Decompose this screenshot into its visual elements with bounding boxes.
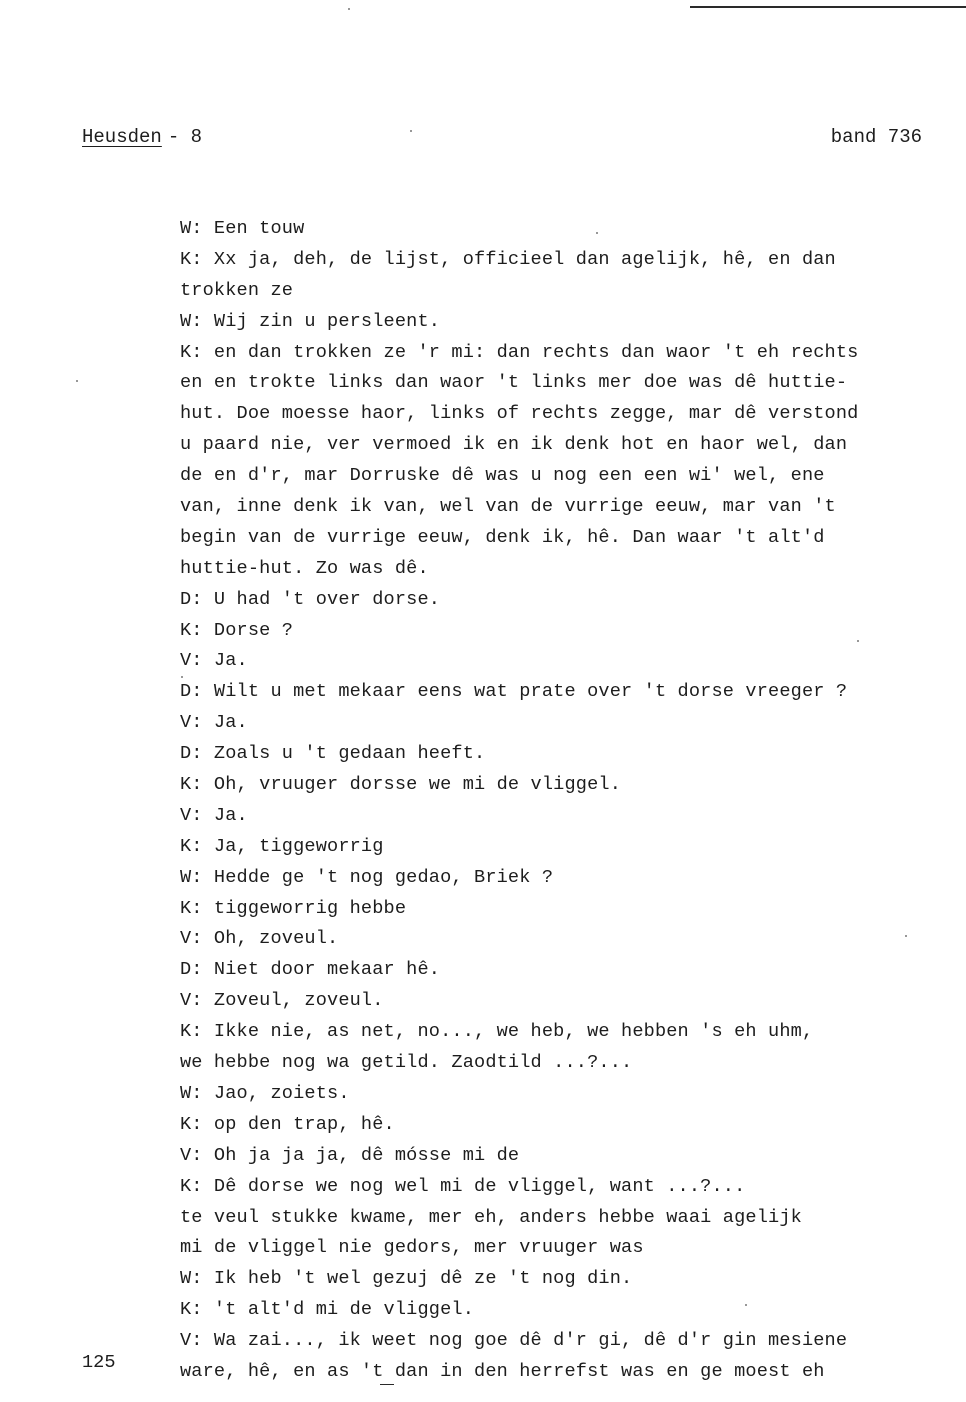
transcript-line: trokken ze [180, 279, 294, 301]
transcript-line: V: Ja. [180, 804, 248, 826]
scan-speck [181, 676, 183, 678]
transcript-line: K: Ikke nie, as net, no..., we heb, we hebben 's eh uhm, [180, 1021, 814, 1043]
transcript-line: de en d'r, mar Dorruske dê was u nog een een wi' wel, ene [180, 465, 825, 487]
scan-speck [348, 8, 350, 10]
transcript-line: D: Zoals u 't gedaan heeft. [180, 743, 486, 765]
transcript-line: W: Hedde ge 't nog gedao, Briek ? [180, 866, 554, 888]
transcript-line: V: Oh ja ja ja, dê mósse mi de [180, 1144, 520, 1166]
transcript-line: we hebbe nog wa getild. Zaodtild ...?... [180, 1052, 633, 1074]
header-band: band 736 [830, 126, 922, 148]
transcript-line: K: Oh, vruuger dorsse we mi de vliggel. [180, 774, 622, 796]
transcript-line: D: U had 't over dorse. [180, 588, 441, 610]
header-page-number: - 8 [167, 126, 203, 148]
page-header [82, 124, 922, 150]
transcript-line: begin van de vurrige eeuw, denk ik, hê. Dan waar 't alt'd [180, 526, 825, 548]
transcript-line: V: Ja. [180, 712, 248, 734]
transcript-line: en en trokte links dan waor 't links mer doe was dê huttie- [180, 372, 848, 394]
transcript-line: K: tiggeworrig hebbe [180, 897, 407, 919]
transcript-line: D: Wilt u met mekaar eens wat prate over 't dorse vreeger ? [180, 681, 848, 703]
transcript-line: K: Ja, tiggeworrig [180, 835, 384, 857]
transcript-line: te veul stukke kwame, mer eh, anders hebbe waai agelijk [180, 1206, 802, 1228]
transcript-line: K: 't alt'd mi de vliggel. [180, 1299, 475, 1321]
bottom-dash [380, 1384, 394, 1385]
transcript-line: K: op den trap, hê. [180, 1113, 395, 1135]
transcript-line: K: Dorse ? [180, 619, 294, 641]
scan-speck [596, 232, 598, 234]
transcript-line: W: Een touw [180, 218, 305, 239]
transcript-line: V: Oh, zoveul. [180, 928, 339, 950]
scan-speck [905, 935, 907, 937]
transcript-line: K: Dê dorse we nog wel mi de vliggel, want ...?... [180, 1175, 746, 1197]
transcript-line: D: Niet door mekaar hê. [180, 959, 441, 981]
transcript-line: huttie-hut. Zo was dê. [180, 557, 429, 579]
transcript [180, 214, 940, 1388]
transcript-line: ware, hê, en as 't dan in den herrefst was en ge moest eh [180, 1360, 825, 1382]
scan-speck [410, 130, 412, 132]
page-number: 125 [82, 1352, 116, 1373]
transcript-line: mi de vliggel nie gedors, mer vruuger was [180, 1237, 644, 1259]
transcript-line: V: Wa zai..., ik weet nog goe dê d'r gi, dê d'r gin mesiene [180, 1330, 848, 1352]
scan-speck [857, 640, 859, 642]
transcript-line: u paard nie, ver vermoed ik en ik denk hot en haor wel, dan [180, 434, 848, 456]
header-place: Heusden [82, 126, 162, 148]
transcript-line: hut. Doe moesse haor, links of rechts zegge, mar dê verstond [180, 403, 859, 425]
transcript-line: W: Ik heb 't wel gezuj dê ze 't nog din. [180, 1268, 633, 1290]
transcript-line: V: Ja. [180, 650, 248, 672]
transcript-line: V: Zoveul, zoveul. [180, 990, 384, 1012]
header-left [82, 124, 202, 150]
transcript-line: W: Jao, zoiets. [180, 1082, 350, 1104]
scan-speck [745, 1304, 747, 1306]
transcript-line: K: Xx ja, deh, de lijst, officieel dan agelijk, hê, en dan [180, 248, 836, 270]
transcript-line: van, inne denk ik van, wel van de vurrige eeuw, mar van 't [180, 496, 836, 518]
scan-speck [76, 380, 78, 382]
transcript-line: W: Wij zin u persleent. [180, 310, 441, 332]
transcript-line: K: en dan trokken ze 'r mi: dan rechts dan waor 't eh rechts [180, 341, 859, 363]
top-rule [690, 6, 966, 8]
